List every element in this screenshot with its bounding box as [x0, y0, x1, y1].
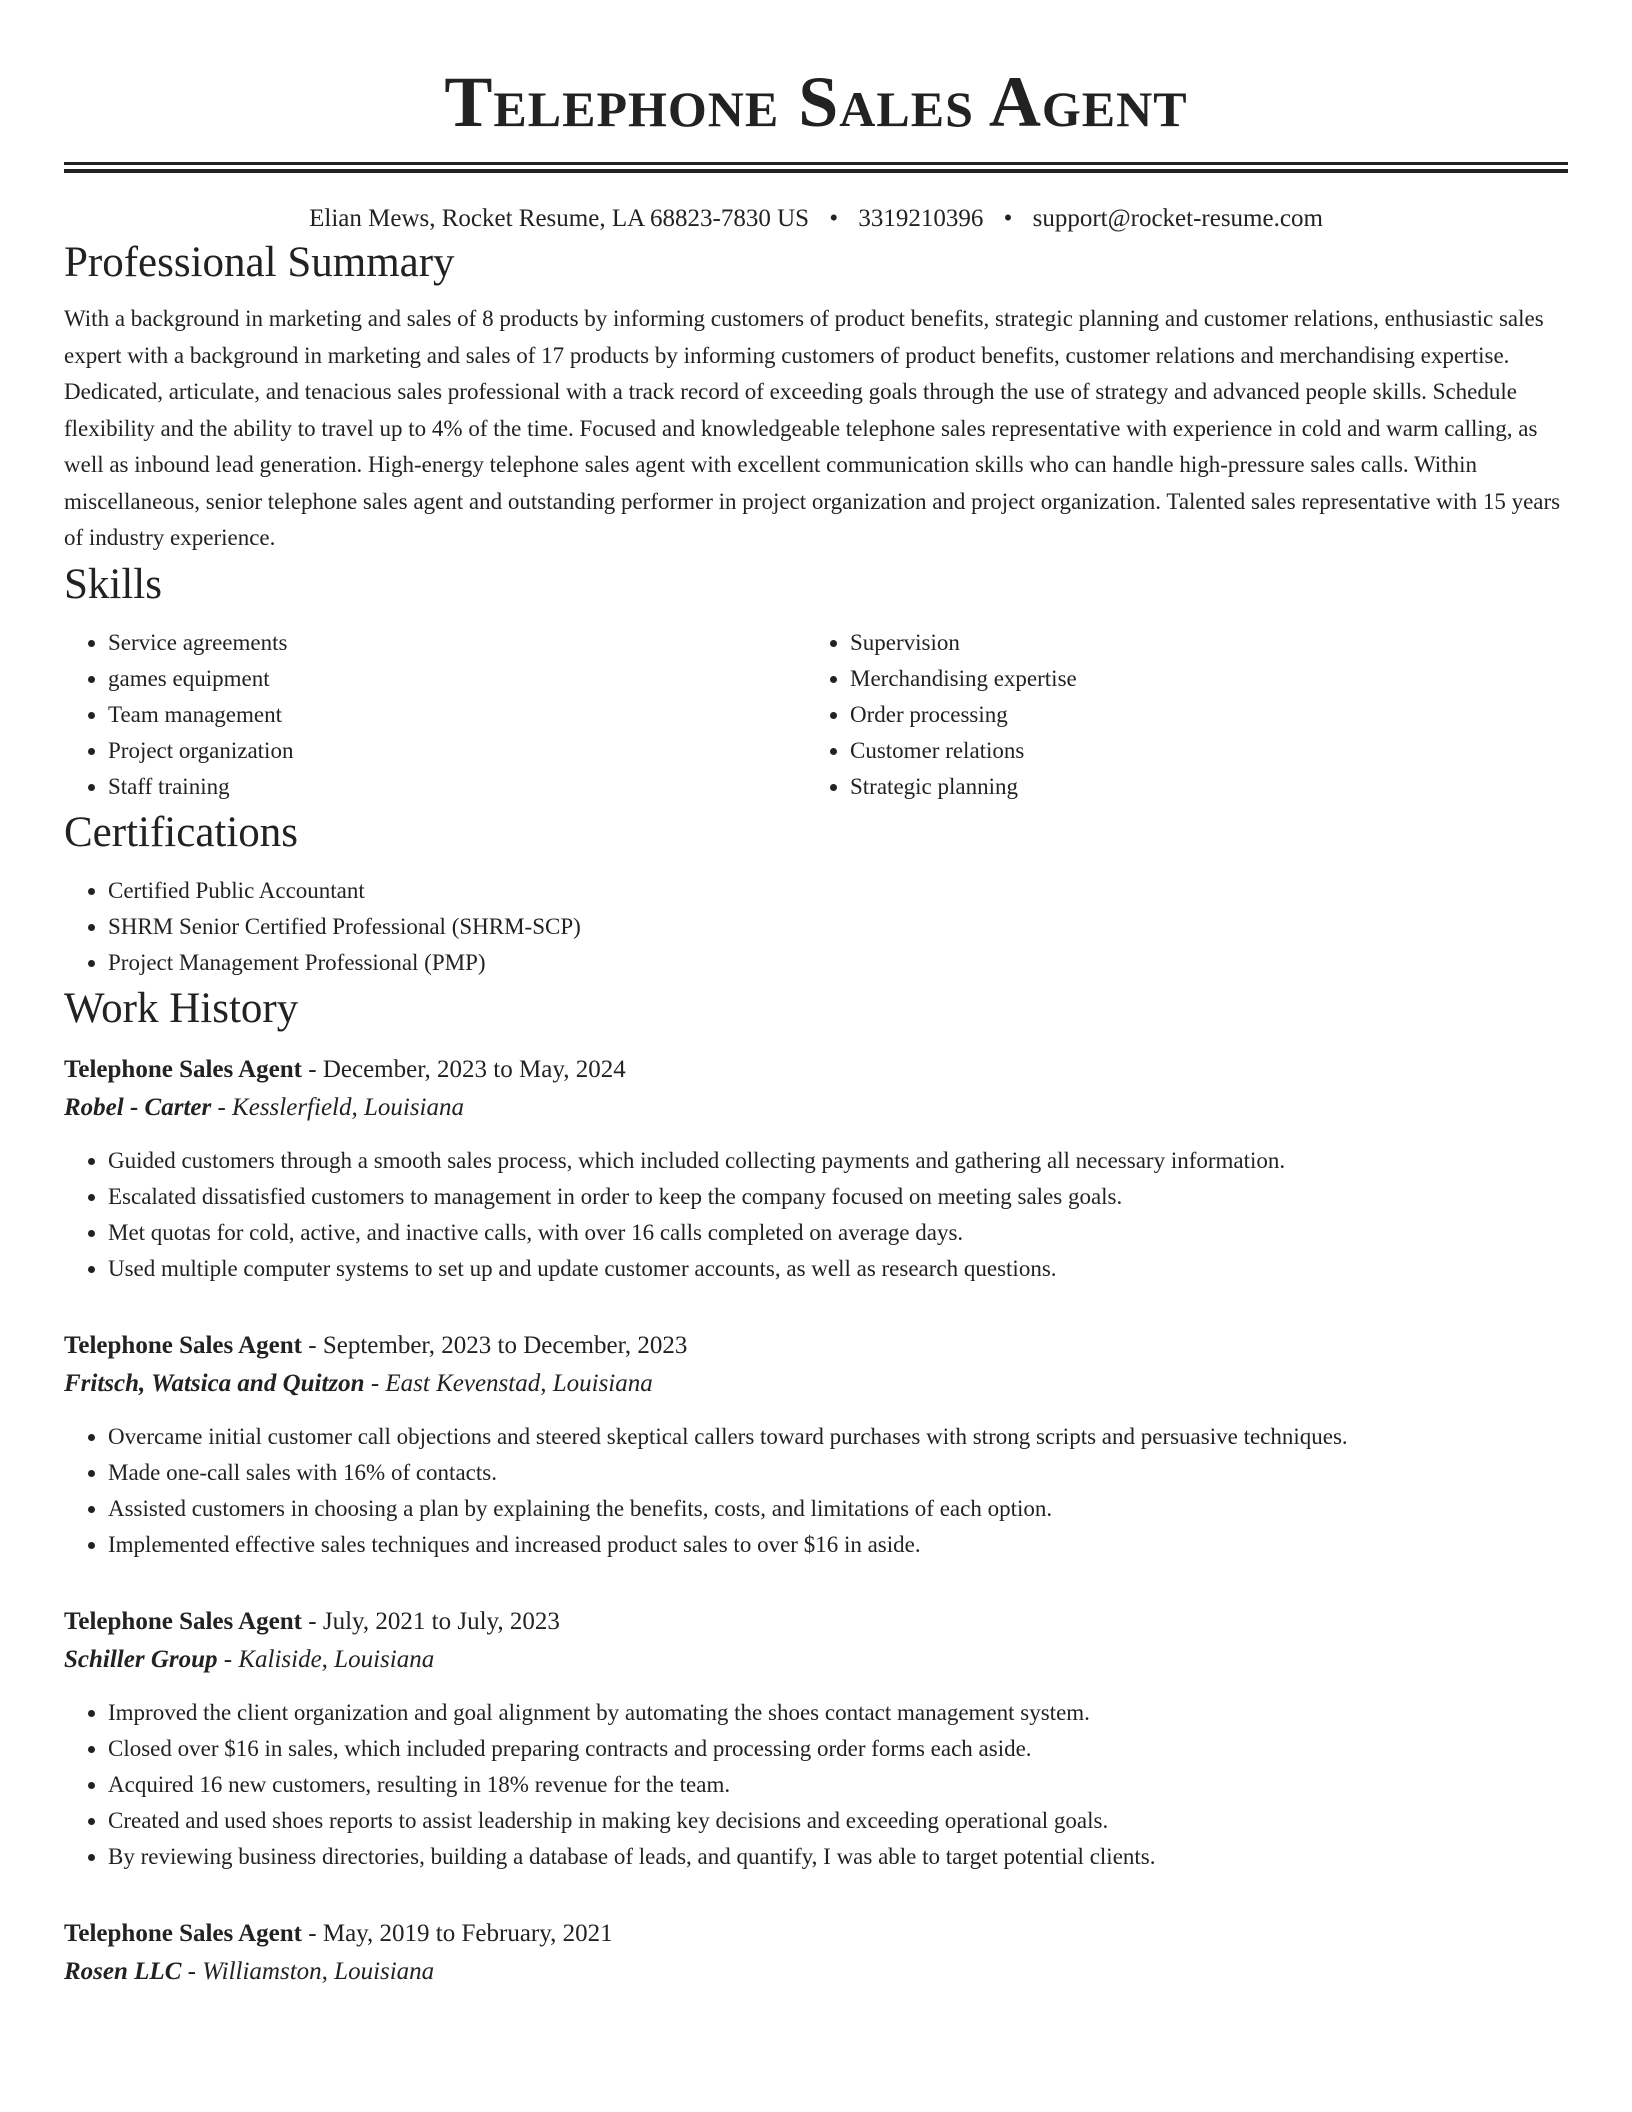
skill-item: • games equipment: [108, 661, 806, 697]
certifications-list: [64, 873, 1568, 981]
contact-email: support@rocket-resume.com: [1032, 205, 1323, 232]
job-bullet: • Guided customers through a smooth sales process, which included collecting payments and gathering all necessary information.: [108, 1143, 1568, 1179]
skills-column-right: [806, 625, 1548, 805]
job-bullet: • Overcame initial customer call objections and steered skeptical callers toward purchases with strong scripts and persuasive techniques.: [108, 1419, 1568, 1455]
job-role: Telephone Sales Agent: [64, 1607, 303, 1635]
job-dates: December, 2023 to May, 2024: [322, 1055, 626, 1083]
work-history-heading: Work History: [64, 984, 299, 1032]
contact-phone: 3319210396: [858, 205, 984, 232]
skill-item: • Order processing: [850, 697, 1548, 733]
job-role: Telephone Sales Agent: [64, 1331, 303, 1359]
job-title-line: Telephone Sales Agent - July, 2021 to July, 2023: [64, 1607, 560, 1635]
page-title: Telephone Sales Agent: [444, 62, 1188, 142]
job-bullet: • Acquired 16 new customers, resulting in 18% revenue for the team.: [108, 1767, 1568, 1803]
skill-item: • Staff training: [108, 769, 806, 805]
job-location: Kaliside, Louisiana: [238, 1645, 435, 1673]
contact-separator: •: [1003, 205, 1013, 232]
certifications-heading: Certifications: [64, 808, 299, 856]
title-divider: [64, 162, 1568, 173]
job-dates: September, 2023 to December, 2023: [322, 1331, 688, 1359]
job-title-line: Telephone Sales Agent - December, 2023 to May, 2024: [64, 1055, 626, 1083]
contact-line: [64, 203, 1568, 235]
contact-address: Elian Mews, Rocket Resume, LA 68823-7830 US: [309, 205, 810, 232]
job-company: Rosen LLC: [64, 1957, 182, 1985]
skill-item: • Team management: [108, 697, 806, 733]
job-bullet: • Met quotas for cold, active, and inactive calls, with over 16 calls completed on average days.: [108, 1215, 1568, 1251]
skill-item: • Merchandising expertise: [850, 661, 1548, 697]
job-entry: [64, 1051, 1568, 1287]
contact-separator: •: [829, 205, 839, 232]
job-location: Kesslerfield, Louisiana: [232, 1093, 465, 1121]
job-title-line: Telephone Sales Agent - May, 2019 to February, 2021: [64, 1919, 613, 1947]
skill-item: • Customer relations: [850, 733, 1548, 769]
job-bullet: • Made one-call sales with 16% of contacts.: [108, 1455, 1568, 1491]
job-bullet: • Closed over $16 in sales, which included preparing contracts and processing order forms each aside.: [108, 1731, 1568, 1767]
skills-heading: Skills: [64, 560, 162, 608]
job-entry: [64, 1327, 1568, 1563]
certification-item: • SHRM Senior Certified Professional (SHRM-SCP): [108, 909, 1568, 945]
skill-item: • Strategic planning: [850, 769, 1548, 805]
job-role: Telephone Sales Agent: [64, 1055, 303, 1083]
job-company-line: Robel - Carter - Kesslerfield, Louisiana: [64, 1093, 465, 1121]
job-location: Williamston, Louisiana: [202, 1957, 435, 1985]
job-company-line: Schiller Group - Kaliside, Louisiana: [64, 1645, 435, 1673]
skill-item: • Service agreements: [108, 625, 806, 661]
skills-column-left: [64, 625, 806, 805]
summary-heading: Professional Summary: [64, 239, 455, 286]
job-entry: [64, 1915, 1568, 1991]
job-bullets: [64, 1143, 1568, 1287]
job-title-line: Telephone Sales Agent - September, 2023 to December, 2023: [64, 1331, 688, 1359]
job-bullets: [64, 1695, 1568, 1875]
job-company-line: Rosen LLC - Williamston, Louisiana: [64, 1957, 435, 1985]
job-bullet: • By reviewing business directories, building a database of leads, and quantify, I was able to target potential clients.: [108, 1839, 1568, 1875]
job-dates: July, 2021 to July, 2023: [322, 1607, 560, 1635]
job-entry: [64, 1603, 1568, 1875]
job-bullet: • Escalated dissatisfied customers to management in order to keep the company focused on meeting sales goals.: [108, 1179, 1568, 1215]
job-bullet: • Used multiple computer systems to set up and update customer accounts, as well as research questions.: [108, 1251, 1568, 1287]
job-company-line: Fritsch, Watsica and Quitzon - East Kevenstad, Louisiana: [64, 1369, 653, 1397]
skills-grid: [64, 625, 1568, 805]
job-company: Robel - Carter: [64, 1093, 212, 1121]
job-bullet: • Improved the client organization and goal alignment by automating the shoes contact management system.: [108, 1695, 1568, 1731]
skill-item: • Project organization: [108, 733, 806, 769]
job-bullets: [64, 1419, 1568, 1563]
job-location: East Kevenstad, Louisiana: [385, 1369, 653, 1397]
certification-item: • Project Management Professional (PMP): [108, 945, 1568, 981]
job-bullet: • Assisted customers in choosing a plan by explaining the benefits, costs, and limitations of each option.: [108, 1491, 1568, 1527]
job-dates: May, 2019 to February, 2021: [322, 1919, 613, 1947]
summary-text: With a background in marketing and sales of 8 products by informing customers of product benefits, strategic planning and customer relations, enthusiastic sales expert with a background in marketing and sales of 17 products by informing customers of product benefits, customer relations and merchandising expertise. Dedicated, articulate, and tenacious sales professional with a track record of exceeding goals through the use of strategy and advanced people skills. Schedule flexibility and the ability to travel up to 4% of the time. Focused and knowledgeable telephone sales representative with experience in cold and warm calling, as well as inbound lead generation. High-energy telephone sales agent with excellent communication skills who can handle high-pressure sales calls. Within miscellaneous, senior telephone sales agent and outstanding performer in project organization and project organization. Talented sales representative with 15 years of industry experience.: [64, 306, 1561, 550]
job-role: Telephone Sales Agent: [64, 1919, 303, 1947]
job-bullet: • Created and used shoes reports to assist leadership in making key decisions and exceeding operational goals.: [108, 1803, 1568, 1839]
job-company: Schiller Group: [64, 1645, 218, 1673]
job-bullet: • Implemented effective sales techniques and increased product sales to over $16 in aside.: [108, 1527, 1568, 1563]
job-company: Fritsch, Watsica and Quitzon: [64, 1369, 365, 1397]
certification-item: • Certified Public Accountant: [108, 873, 1568, 909]
skill-item: • Supervision: [850, 625, 1548, 661]
